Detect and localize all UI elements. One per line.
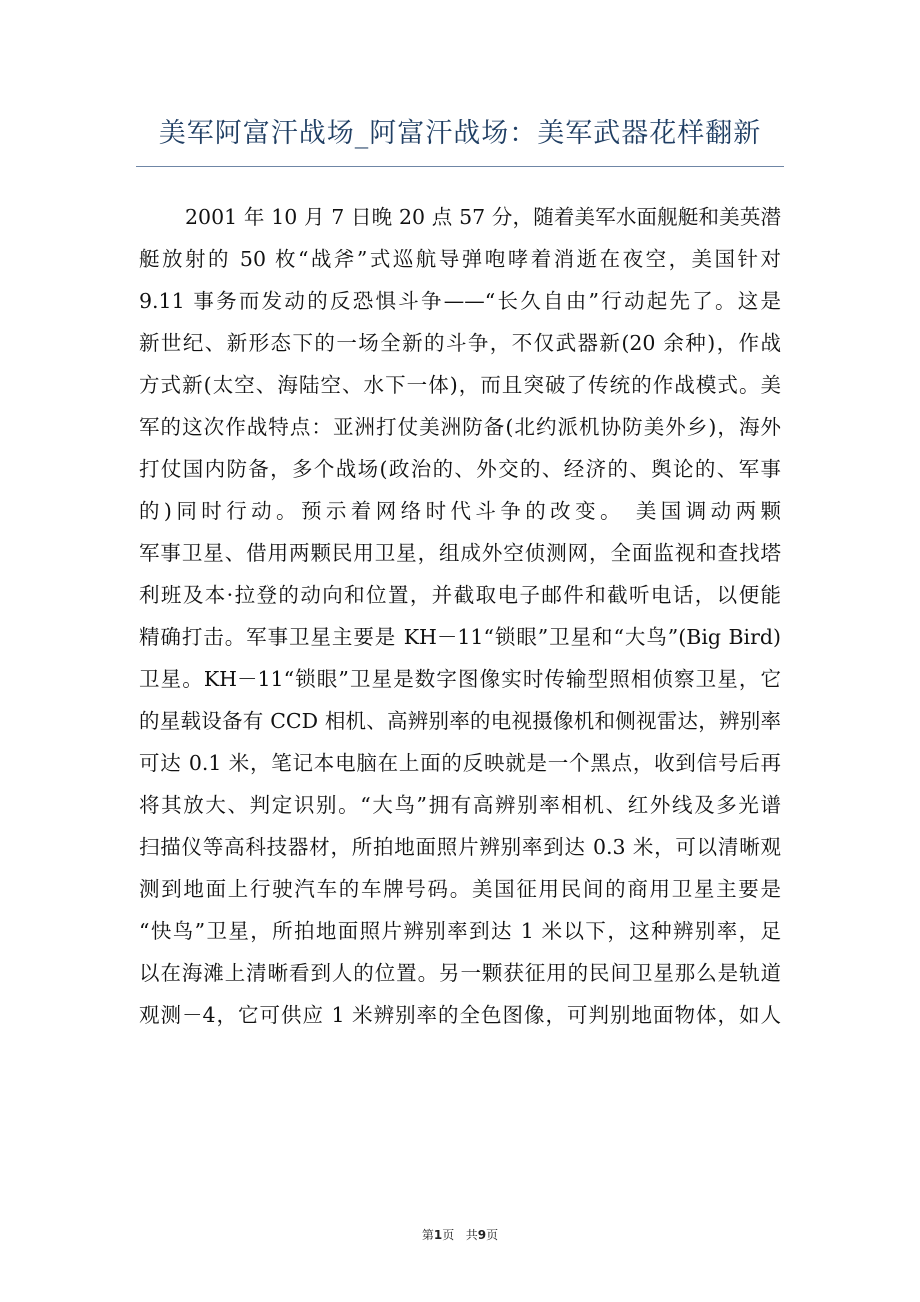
text-line: 扫描仪等高科技器材，所拍地面照片辨别率到达 0.3 米，可以清晰观 [139, 835, 781, 859]
text-line: 的星载设备有 CCD 相机、高辨别率的电视摄像机和侧视雷达，辨别率 [139, 709, 781, 733]
page-footer [0, 1226, 920, 1244]
text-line: 方式新(太空、海陆空、水下一体)，而且突破了传统的作战模式。美 [139, 373, 781, 397]
total-pages-number: 9 [477, 1228, 487, 1242]
title-divider [136, 166, 784, 167]
text-line: “快鸟”卫星，所拍地面照片辨别率到达 1 米以下，这种辨别率，足 [139, 919, 781, 943]
text-line: 利班及本·拉登的动向和位置，并截取电子邮件和截听电话，以便能 [139, 583, 781, 607]
footer-total-unit: 页 [486, 1228, 499, 1242]
text-line: 测到地面上行驶汽车的车牌号码。美国征用民间的商用卫星主要是 [139, 877, 781, 901]
text-line: 9.11 事务而发动的反恐惧斗争——“长久自由”行动起先了。这是 [139, 289, 781, 313]
text-line: 的)同时行动。预示着网络时代斗争的改变。 美国调动两颗 [139, 499, 781, 523]
text-line: 2001 年 10 月 7 日晚 20 点 57 分，随着美军水面舰艇和美英潜 [185, 205, 781, 229]
text-line: 观测－4，它可供应 1 米辨别率的全色图像，可判别地面物体，如人 [139, 1003, 781, 1027]
document-body [139, 196, 781, 1036]
text-line: 新世纪、新形态下的一场全新的斗争，不仅武器新(20 余种)，作战 [139, 331, 781, 355]
text-line: 可达 0.1 米，笔记本电脑在上面的反映就是一个黑点，收到信号后再 [139, 751, 781, 775]
current-page-number: 1 [433, 1228, 443, 1242]
text-line: 军事卫星、借用两颗民用卫星，组成外空侦测网，全面监视和查找塔 [139, 541, 781, 565]
footer-total-prefix: 共 [465, 1228, 478, 1242]
text-line: 军的这次作战特点：亚洲打仗美洲防备(北约派机协防美外乡)，海外 [139, 415, 781, 439]
text-line: 卫星。KH－11“锁眼”卫星是数字图像实时传输型照相侦察卫星，它 [139, 667, 781, 691]
document-title: 美军阿富汗战场_阿富汗战场：美军武器花样翻新 [158, 118, 762, 149]
text-line: 以在海滩上清晰看到人的位置。另一颗获征用的民间卫星那么是轨道 [139, 961, 781, 985]
footer-prefix: 第 [421, 1228, 434, 1242]
footer-page-unit: 页 [442, 1228, 455, 1242]
text-line: 精确打击。军事卫星主要是 KH－11“锁眼”卫星和“大鸟”(Big Bird) [139, 625, 781, 649]
text-line: 打仗国内防备，多个战场(政治的、外交的、经济的、舆论的、军事 [139, 457, 781, 481]
text-line: 将其放大、判定识别。“大鸟”拥有高辨别率相机、红外线及多光谱 [139, 793, 781, 817]
text-line: 艇放射的 50 枚“战斧”式巡航导弹咆哮着消逝在夜空，美国针对 [139, 247, 781, 271]
